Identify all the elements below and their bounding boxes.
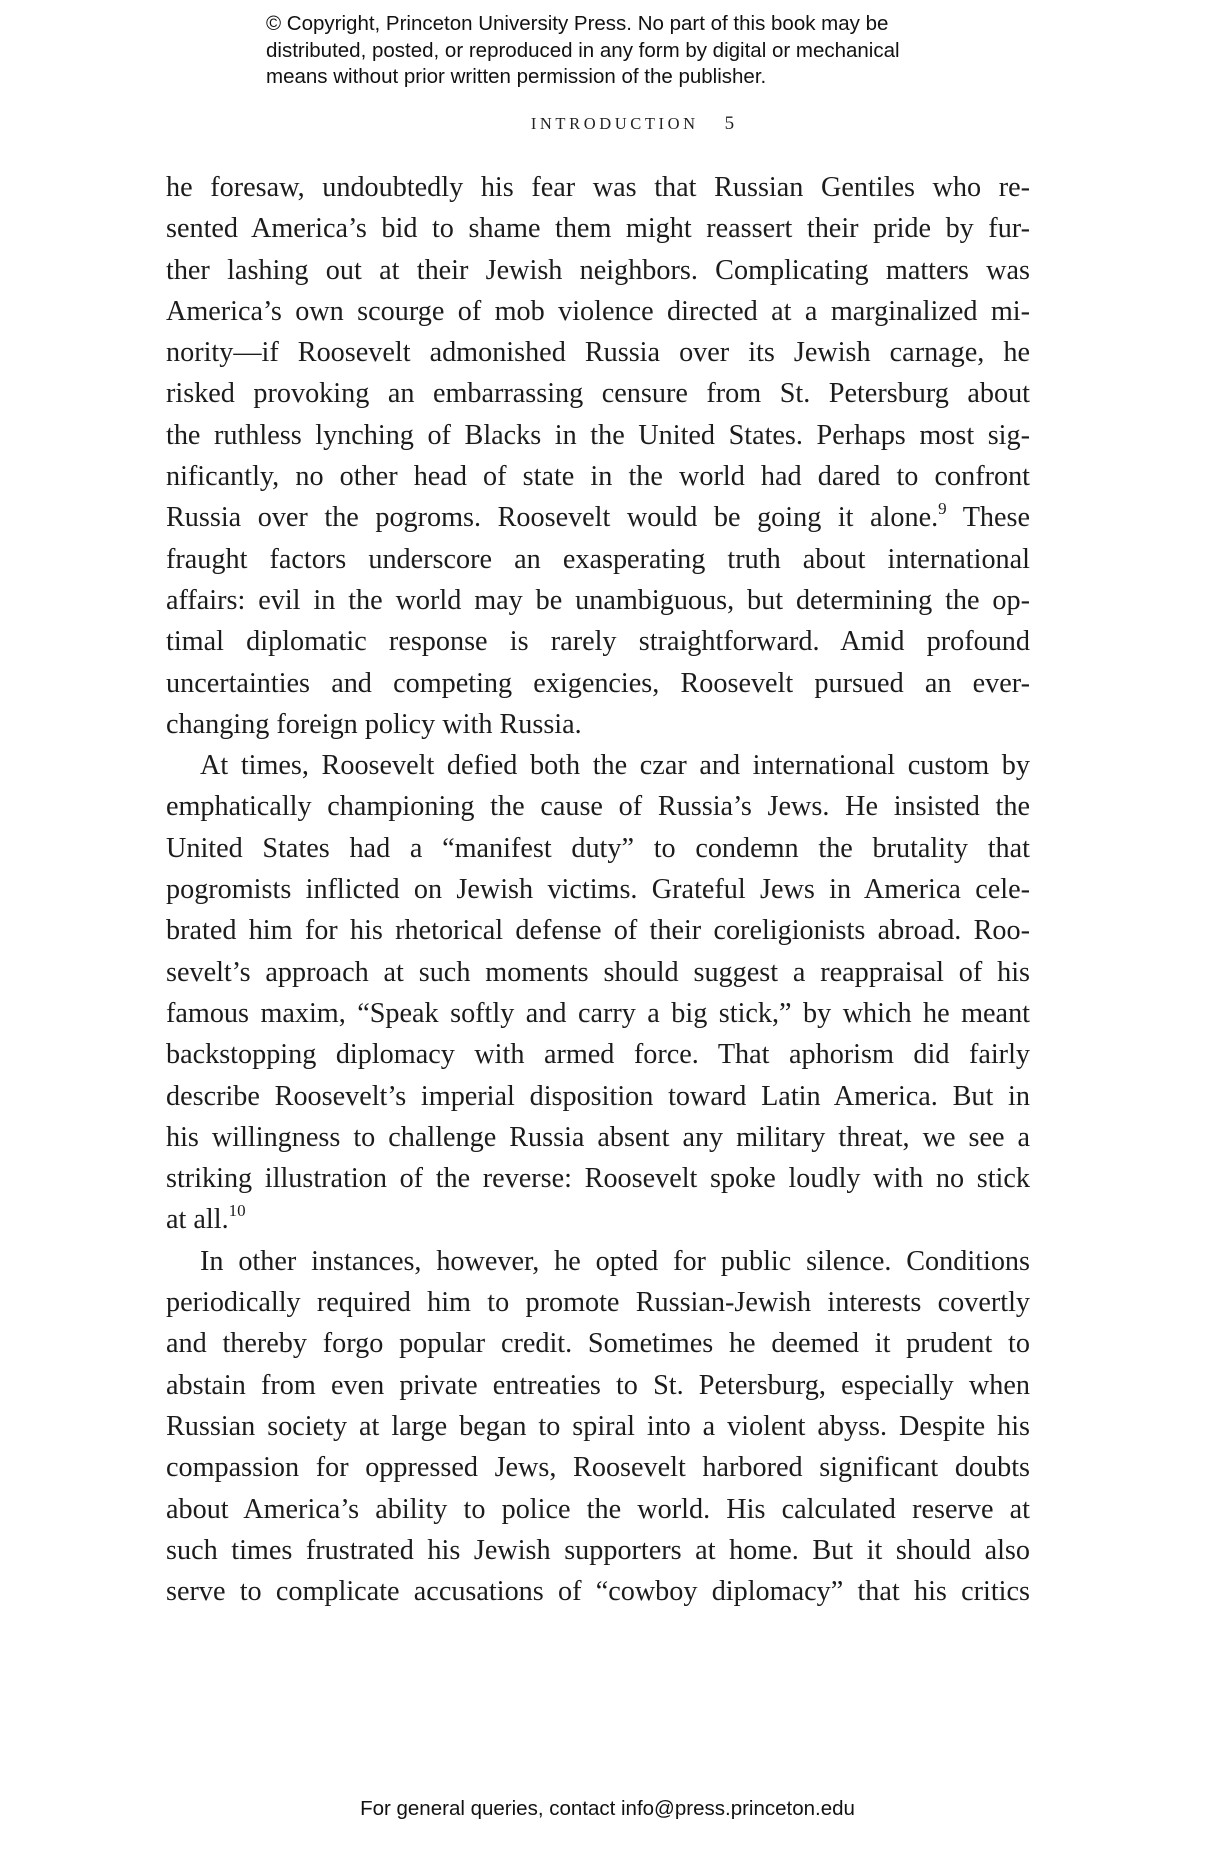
text-line: abstain from even private entreaties to St. Petersburg, especially when	[166, 1369, 1030, 1401]
text-line: brated him for his rhetorical defense of their coreligionists abroad. Roo-	[166, 915, 1030, 947]
text-line: sevelt’s approach at such moments should suggest a reappraisal of his	[166, 956, 1030, 988]
text-line: backstopping diplomacy with armed force. That aphorism did fairly	[166, 1039, 1030, 1071]
text-segment: at all.	[166, 1204, 229, 1236]
paragraph-3	[166, 1241, 1030, 1613]
running-head	[0, 113, 1225, 135]
text-line-with-footnote	[166, 497, 1030, 538]
paragraph-1	[166, 167, 1030, 745]
text-line: At times, Roosevelt defied both the czar and international custom by	[200, 750, 1030, 782]
text-line: risked provoking an embarrassing censure from St. Petersburg about	[166, 378, 1030, 410]
text-line: striking illustration of the reverse: Roosevelt spoke loudly with no stick	[166, 1163, 1030, 1195]
text-line: America’s own scourge of mob violence directed at a marginalized mi-	[166, 295, 1030, 327]
text-line: describe Roosevelt’s imperial disposition toward Latin America. But in	[166, 1080, 1030, 1112]
text-line: serve to complicate accusations of “cowboy diplomacy” that his critics	[166, 1576, 1030, 1608]
text-line: fraught factors underscore an exasperating truth about international	[166, 543, 1030, 575]
footer-contact	[0, 1797, 1225, 1821]
text-line: United States had a “manifest duty” to condemn the brutality that	[166, 832, 1030, 864]
text-line: In other instances, however, he opted for public silence. Conditions	[200, 1245, 1030, 1277]
text-line: compassion for oppressed Jews, Roosevelt harbored significant doubts	[166, 1452, 1030, 1484]
text-segment: These	[946, 502, 1031, 534]
footer-text: For general queries, contact info@press.princeton.edu	[360, 1797, 855, 1820]
text-line: the ruthless lynching of Blacks in the United States. Perhaps most sig-	[166, 419, 1030, 451]
text-line: nority—if Roosevelt admonished Russia over its Jewish carnage, he	[166, 337, 1030, 369]
text-line: ther lashing out at their Jewish neighbors. Complicating matters was	[166, 254, 1030, 286]
text-line: emphatically championing the cause of Russia’s Jews. He insisted the	[166, 791, 1030, 823]
body-text	[166, 167, 1030, 1612]
text-line: famous maxim, “Speak softly and carry a big stick,” by which he meant	[166, 997, 1030, 1029]
section-title: INTRODUCTION	[530, 114, 699, 133]
text-line: sented America’s bid to shame them might reassert their pride by fur-	[166, 213, 1030, 245]
text-line: about America’s ability to police the world. His calculated reserve at	[166, 1493, 1030, 1525]
text-line: such times frustrated his Jewish supporters at home. But it should also	[166, 1534, 1030, 1566]
text-segment: Russia over the pogroms. Roosevelt would be going it alone.	[166, 502, 939, 534]
text-line: uncertainties and competing exigencies, Roosevelt pursued an ever-	[166, 667, 1030, 699]
copyright-notice	[266, 11, 986, 91]
text-line-with-footnote	[166, 1199, 1030, 1240]
paragraph-2	[166, 745, 1030, 1241]
text-line: he foresaw, undoubtedly his fear was that Russian Gentiles who re-	[166, 172, 1030, 203]
footnote-marker-10[interactable]: 10	[228, 1201, 246, 1221]
text-line: his willingness to challenge Russia absent any military threat, we see a	[166, 1121, 1030, 1153]
text-line: timal diplomatic response is rarely straightforward. Amid profound	[166, 626, 1030, 658]
copyright-line: means without prior written permission of the publisher.	[266, 65, 767, 88]
copyright-line: © Copyright, Princeton University Press. No part of this book may be	[266, 12, 889, 35]
page-number: 5	[724, 113, 735, 134]
footnote-marker-9[interactable]: 9	[938, 498, 947, 518]
text-line: affairs: evil in the world may be unambiguous, but determining the op-	[166, 584, 1030, 616]
copyright-line: distributed, posted, or reproduced in any form by digital or mechanical	[266, 38, 900, 62]
text-line: and thereby forgo popular credit. Sometimes he deemed it prudent to	[166, 1328, 1030, 1360]
text-line: Russian society at large began to spiral into a violent abyss. Despite his	[166, 1410, 1030, 1442]
text-line: periodically required him to promote Russian-Jewish interests covertly	[166, 1287, 1030, 1319]
text-line: pogromists inflicted on Jewish victims. Grateful Jews in America cele-	[166, 874, 1030, 906]
text-line: nificantly, no other head of state in the world had dared to confront	[166, 461, 1030, 493]
text-line: changing foreign policy with Russia.	[166, 708, 582, 740]
